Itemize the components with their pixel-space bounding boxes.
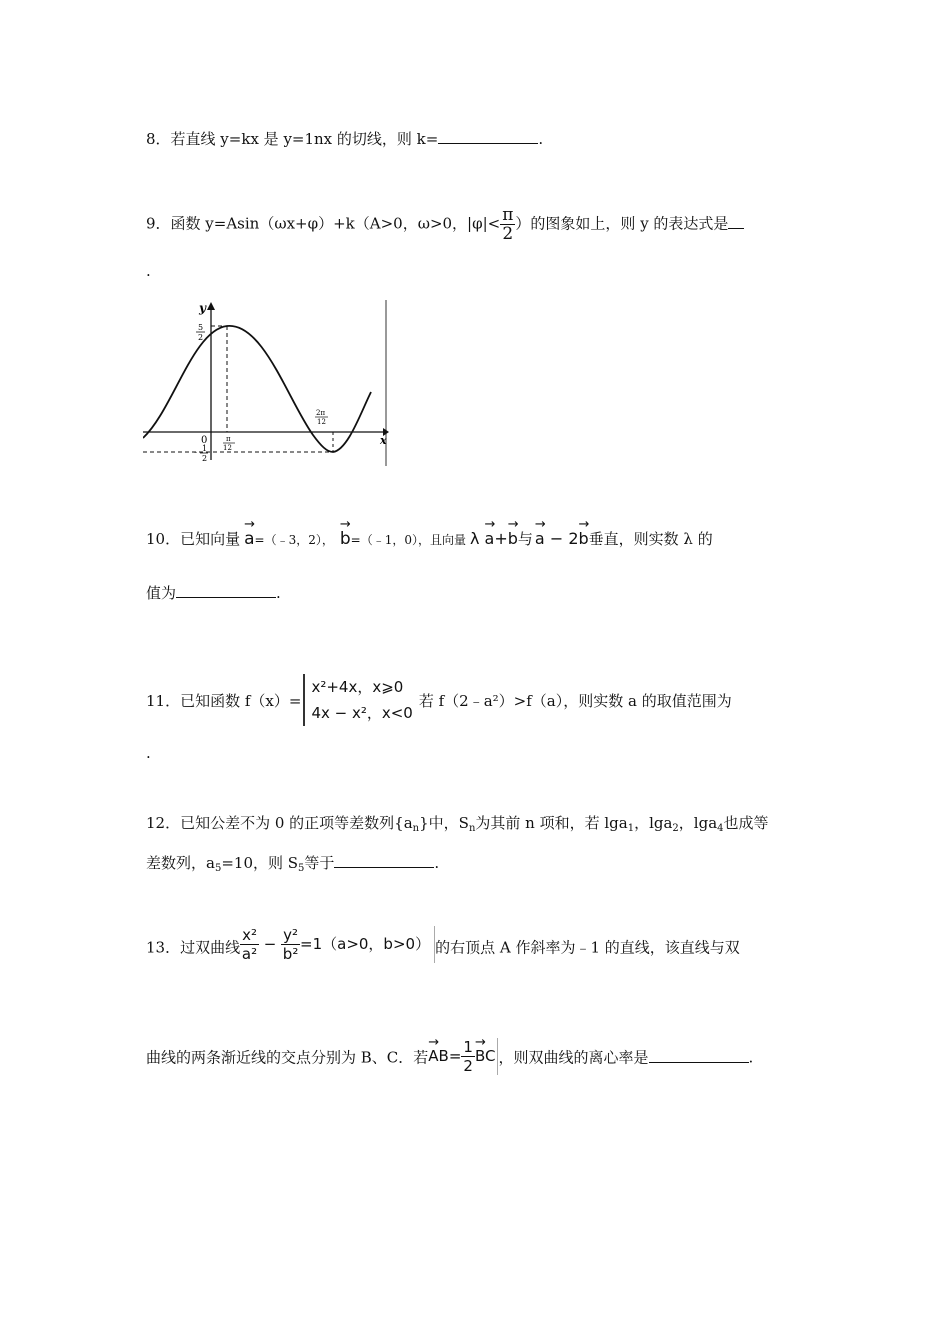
- question-8: [146, 128, 543, 149]
- x-axis-label: x: [380, 434, 387, 447]
- frac-den: a²: [241, 945, 258, 963]
- question-9-prefix: 9．函数 y=Asin（ωx+φ）+k（A>0，ω>0，|φ|<: [146, 214, 501, 233]
- piecewise-function: [303, 674, 416, 726]
- answer-blank[interactable]: [334, 853, 434, 868]
- vector-b-value: =（﹣1，0），且向量: [350, 533, 466, 547]
- max-value-numerator: 5: [198, 323, 204, 332]
- y2-over-b2: [281, 926, 300, 963]
- question-13-prefix: 13．过双曲线: [146, 938, 241, 957]
- q12-line2-c: 等于: [304, 854, 335, 872]
- hyperbola-equation: [240, 926, 435, 963]
- vector-a-symbol: → a: [485, 529, 495, 548]
- q12-sub-4: 4: [717, 823, 724, 834]
- question-13-suffix: 的右顶点 A 作斜率为﹣1 的直线，该直线与双: [435, 938, 740, 957]
- q12-sub-n-s: n: [468, 823, 476, 834]
- with-word: 与: [517, 530, 533, 548]
- q12-text-e: ，lga: [678, 814, 718, 832]
- question-9-end: .: [146, 262, 151, 280]
- question-12-line-2: [146, 852, 439, 874]
- min-value-denominator: 2: [202, 454, 208, 463]
- q12-text-c: 为其前 n 项和，若 lga: [475, 814, 628, 832]
- origin-label: 0: [201, 435, 208, 446]
- x2-over-a2: [240, 926, 259, 963]
- frac-den: b²: [282, 945, 299, 963]
- question-10-line-2-text: 值为: [146, 584, 177, 602]
- equals-sign: =: [448, 1047, 462, 1065]
- question-11-end: .: [146, 744, 151, 762]
- vector-bc: → BC: [475, 1047, 496, 1065]
- expression-lambda-a-plus-b: [470, 529, 518, 548]
- piecewise-case-1: x²+4x，x⩾0: [311, 678, 404, 696]
- answer-blank[interactable]: [649, 1048, 749, 1063]
- question-10-suffix: 垂直，则实数 λ 的: [588, 530, 713, 548]
- question-13-line-2: [146, 1040, 753, 1077]
- answer-blank[interactable]: [728, 214, 744, 229]
- question-9-suffix: ）的图象如上，则 y 的表达式是: [515, 214, 729, 233]
- one-half-fraction: [461, 1038, 475, 1075]
- question-8-end: .: [538, 130, 544, 148]
- vector-b: → b: [340, 529, 351, 549]
- equation-rhs: =1（a>0，b>0）: [300, 935, 431, 953]
- vector-a-symbol: → a: [535, 529, 545, 548]
- minus-sign: −: [263, 935, 277, 953]
- plus-sign: +: [494, 529, 508, 548]
- question-10-end: .: [276, 584, 281, 602]
- vector-ab: → AB: [428, 1047, 449, 1065]
- frac-num: y²: [283, 926, 299, 944]
- q12-text-f: 也成等: [723, 814, 769, 832]
- frac-num: x²: [242, 926, 257, 944]
- piecewise-case-2: 4x − x²，x<0: [311, 704, 413, 722]
- question-13-line-2-suffix: ，则双曲线的离心率是: [498, 1048, 649, 1067]
- question-11-suffix: 若 f（2﹣a²）>f（a），则实数 a 的取值范围为: [418, 692, 732, 710]
- x1-denominator: 12: [223, 444, 232, 452]
- x2-denominator: 12: [317, 418, 326, 426]
- question-10-line-2: [146, 582, 281, 603]
- q12-text-a: 12．已知公差不为 0 的正项等差数列{a: [146, 814, 413, 832]
- vector-equation: [428, 1038, 498, 1075]
- question-8-text: 8．若直线 y=kx 是 y=1nx 的切线，则 k=: [146, 130, 439, 148]
- question-11: [146, 676, 732, 728]
- x2-numerator: 2π: [316, 409, 326, 417]
- x1-numerator: π: [226, 435, 231, 443]
- question-11-prefix: 11．已知函数 f（x）=: [146, 692, 302, 710]
- q12-sub-n: n: [412, 823, 420, 834]
- y-axis-arrow: [207, 302, 215, 310]
- min-value-sign: -: [194, 448, 198, 458]
- frac-den: 2: [463, 1057, 473, 1075]
- sine-graph: [143, 300, 389, 466]
- q12-line2-a: 差数列，a: [146, 854, 215, 872]
- q12-sub-1: 1: [627, 823, 635, 834]
- q12-sub-5: 5: [214, 863, 222, 874]
- sine-curve: [143, 326, 371, 452]
- q12-line2-b: =10，则 S: [221, 854, 299, 872]
- question-13-end: .: [748, 1048, 754, 1067]
- q12-text-d: ，lga: [634, 814, 673, 832]
- question-9: [146, 206, 744, 243]
- q12-text-b: }中，S: [419, 814, 469, 832]
- pi-over-2-fraction: [500, 206, 515, 243]
- expression-a-minus-2b: [535, 529, 589, 548]
- question-13-line-2-prefix: 曲线的两条渐近线的交点分别为 B、C．若: [146, 1048, 429, 1067]
- q12-sub-5-s: 5: [298, 863, 305, 874]
- lambda-symbol: λ: [469, 529, 480, 548]
- question-12-line-1: [146, 812, 769, 834]
- question-10-prefix: 10．已知向量: [146, 530, 241, 548]
- frac-num: 1: [463, 1038, 473, 1056]
- question-13-line-1: [146, 926, 740, 967]
- vector-a-value: =（﹣3，2），: [254, 533, 334, 547]
- question-10-line-1: [146, 528, 713, 549]
- q12-sub-2: 2: [672, 823, 679, 834]
- y-axis-label: y: [199, 301, 206, 315]
- vector-b-symbol: → b: [508, 529, 518, 548]
- min-value-numerator: 1: [202, 444, 208, 453]
- max-value-denominator: 2: [198, 333, 204, 342]
- vector-a: → a: [244, 529, 254, 549]
- question-12-end: .: [434, 854, 440, 872]
- fraction-denominator: 2: [502, 224, 514, 244]
- answer-blank[interactable]: [438, 129, 538, 144]
- vector-b-symbol: → b: [579, 529, 589, 548]
- fraction-numerator: π: [502, 205, 514, 225]
- answer-blank[interactable]: [176, 583, 276, 598]
- minus-two: − 2: [544, 529, 579, 548]
